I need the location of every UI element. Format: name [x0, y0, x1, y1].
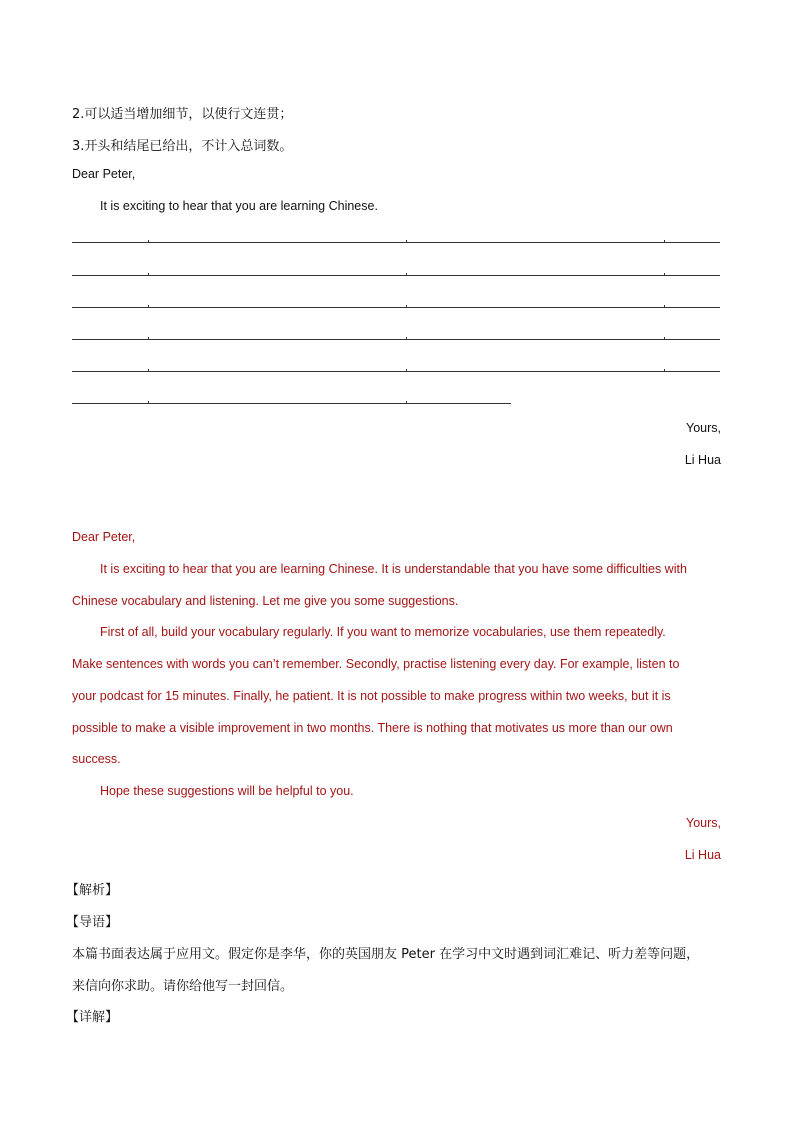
- instruction-item-3: 3.开头和结尾已给出，不计入总词数。: [72, 139, 293, 154]
- sample-line: First of all, build your vocabulary regularly. If you want to memorize vocabularies, use them repeatedly.: [100, 625, 666, 639]
- line-tick: [148, 369, 149, 372]
- sample-closing: Yours,: [686, 816, 721, 830]
- sample-salutation: Dear Peter,: [72, 530, 136, 544]
- line-tick: [664, 369, 665, 372]
- line-tick: [148, 401, 149, 404]
- writing-line: [72, 371, 720, 372]
- writing-line: [72, 275, 720, 276]
- daoyu-line: 来信向你求助。请你给他写一封回信。: [72, 979, 294, 994]
- prompt-signature: Li Hua: [684, 453, 721, 467]
- line-tick: [664, 337, 665, 340]
- line-tick: [148, 337, 149, 340]
- line-tick: [664, 273, 665, 276]
- sample-line: It is exciting to hear that you are learning Chinese. It is understandable that you have some difficulties with: [100, 562, 687, 576]
- sample-line: Make sentences with words you can’t remember. Secondly, practise listening every day. For example, listen to: [72, 657, 680, 671]
- heading-daoyu: 【导语】: [66, 915, 119, 930]
- sample-line: possible to make a visible improvement in two months. There is nothing that motivates us more than our own: [72, 721, 673, 735]
- prompt-opening-line: It is exciting to hear that you are learning Chinese.: [100, 199, 378, 213]
- heading-xiangjie: 【详解】: [66, 1010, 119, 1025]
- daoyu-line: 本篇书面表达属于应用文。假定你是李华，你的英国朋友 Peter 在学习中文时遇到词汇难记、听力差等问题，: [72, 947, 700, 962]
- line-tick: [664, 305, 665, 308]
- writing-line: [72, 242, 720, 243]
- line-tick: [406, 401, 407, 404]
- line-tick: [406, 273, 407, 276]
- writing-line: [72, 403, 511, 404]
- sample-signature: Li Hua: [684, 848, 721, 862]
- line-tick: [406, 369, 407, 372]
- prompt-closing: Yours,: [686, 421, 721, 435]
- line-tick: [148, 273, 149, 276]
- heading-jiexi: 【解析】: [66, 883, 119, 898]
- line-tick: [406, 240, 407, 243]
- sample-line: success.: [72, 752, 121, 766]
- line-tick: [148, 240, 149, 243]
- line-tick: [406, 305, 407, 308]
- instruction-item-2: 2.可以适当增加细节，以使行文连贯；: [72, 107, 293, 122]
- sample-line: Hope these suggestions will be helpful to you.: [100, 784, 354, 798]
- line-tick: [664, 240, 665, 243]
- sample-line: your podcast for 15 minutes. Finally, he patient. It is not possible to make progress within two weeks, but it is: [72, 689, 671, 703]
- sample-line: Chinese vocabulary and listening. Let me give you some suggestions.: [72, 594, 459, 608]
- writing-line: [72, 307, 720, 308]
- line-tick: [148, 305, 149, 308]
- line-tick: [406, 337, 407, 340]
- prompt-salutation: Dear Peter,: [72, 167, 136, 181]
- writing-line: [72, 339, 720, 340]
